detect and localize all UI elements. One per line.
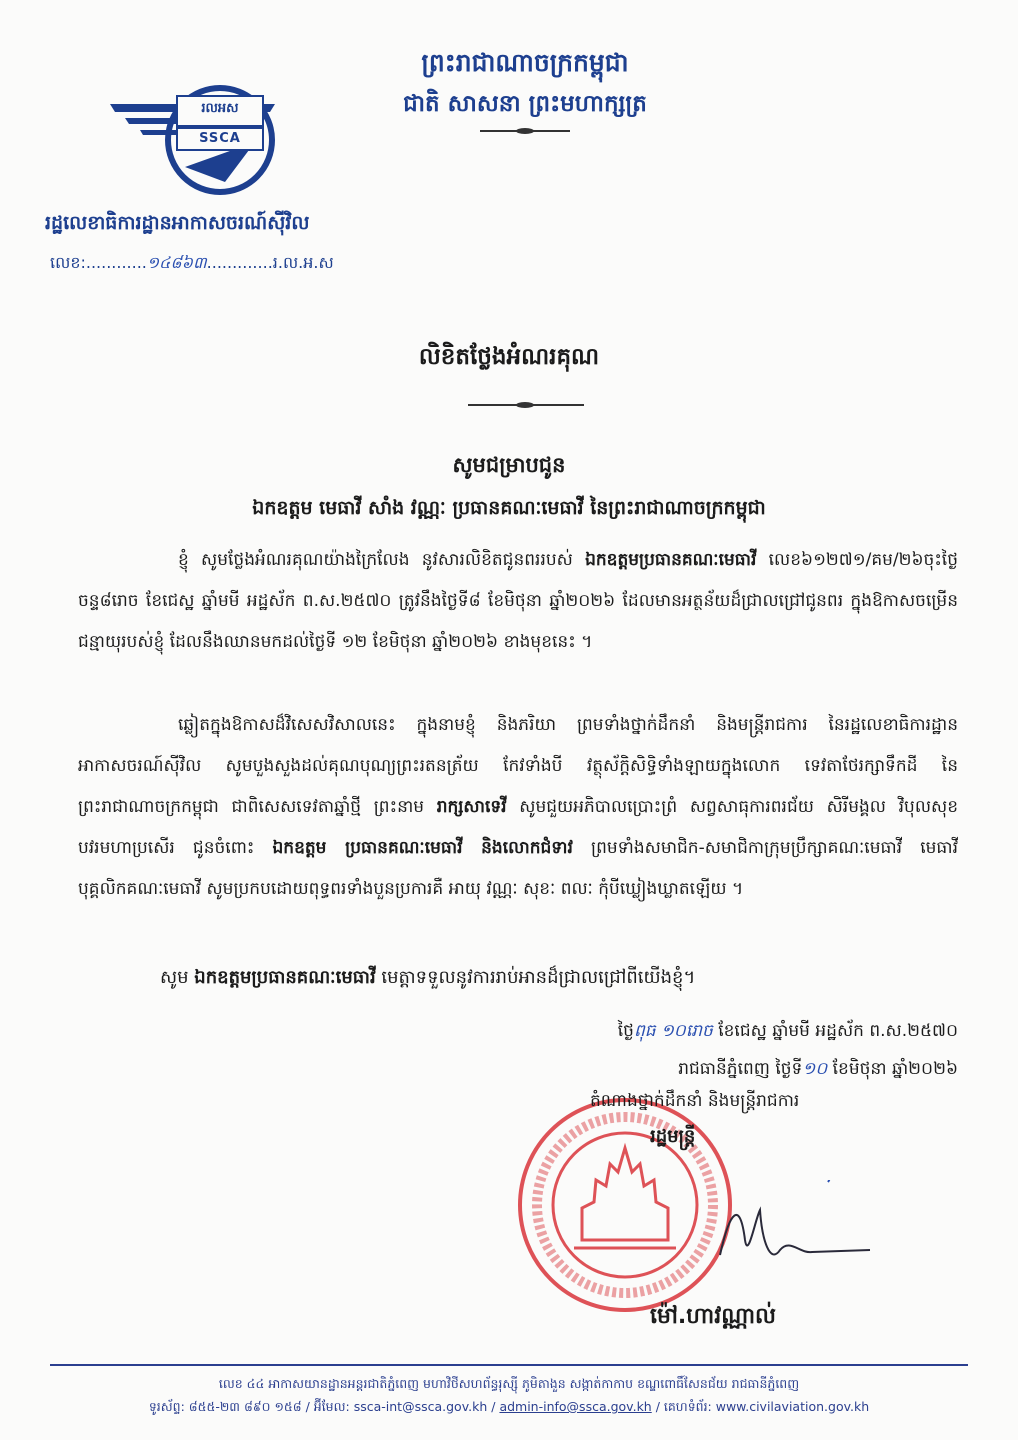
email-link-admin[interactable]: admin-info@ssca.gov.kh	[499, 1399, 652, 1414]
reference-number: លេខ:............១៤៨៦៣.............រ.ល.អ.ស	[50, 253, 334, 272]
paragraph-3: សូម ឯកឧត្តមប្រធានគណៈមេធាវី មេត្តាទទួលនូវការរាប់អានដ៏ជ្រាលជ្រៅពីយើងខ្ញុំ។	[160, 967, 696, 988]
header-ornament	[480, 130, 570, 132]
email-link-int[interactable]: ssca-int@ssca.gov.kh	[353, 1399, 488, 1414]
signatory-name: ម៉ៅ.ហាវណ្ណាល់	[650, 1304, 776, 1329]
solar-date: រាជធានីភ្នំពេញ ថ្ងៃទី១០ ខែមិថុនា ឆ្នាំ២០២៦	[678, 1059, 958, 1079]
logo-latin-text: SSCA	[199, 131, 241, 146]
on-behalf-line: តំណាងថ្នាក់ដឹកនាំ និងមន្ត្រីរាជការ	[590, 1091, 800, 1111]
salutation: សូមជម្រាបជូន	[452, 453, 566, 477]
handwritten-signature	[700, 1180, 890, 1280]
organization-name: រដ្ឋលេខាធិការដ្ឋានអាកាសចរណ៍ស៊ីវិល	[45, 212, 310, 234]
document-title: លិខិតថ្លែងអំណរគុណ	[418, 344, 600, 370]
date-block	[618, 1012, 958, 1088]
paragraph-2: ឆ្លៀតក្នុងឱកាសដ៏វិសេសវិសាលនេះ ក្នុងនាមខ្ញុំ និងភរិយា ព្រមទាំងថ្នាក់ដឹកនាំ និងមន្ត្រីរាជការ នៃរដ្ឋលេខាធិការដ្ឋានអាកាសចរណ៍ស៊ីវិល សូមបួងសួងដល់គុណបុណ្យព្រះរតនត្រ័យ កែវទាំងបី វត្ថុស័ក្តិសិទ្ធិទាំងឡាយក្នុងលោក ទេវតាថែរក្សាទឹកដី នៃព្រះរាជាណាចក្រកម្ពុជា ជាពិសេសទេវតាឆ្នាំថ្មី ព្រះនាម រាក្សសាទេវី សូមជួយអភិបាលប្រោះព្រំ សព្វសាធុការពរជ័យ សិរីមង្គល វិបុលសុខ បវរមហាប្រសើរ ជូនចំពោះ ឯកឧត្តម ប្រធានគណៈមេធាវី និងលោកជំទាវ ព្រមទាំងសមាជិក-សមាជិកាក្រុមប្រឹក្សាគណៈមេធាវី មេធាវី បុគ្គលិកគណៈមេធាវី សូមប្រកបដោយពុទ្ធពរទាំងបួនប្រការគឺ អាយុ វណ្ណៈ សុខៈ ពលៈ កុំបីឃ្លៀងឃ្លាតឡើយ ។	[78, 715, 959, 899]
lunar-date: ថ្ងៃពុធ ១០រោច ខែជេស្ឋ ឆ្នាំមមី អដ្ឋស័ក ព.ស.២៥៧០	[617, 1021, 958, 1041]
recipient: ឯកឧត្តម មេធាវី សាំង វណ្ណៈ ប្រធានគណៈមេធាវី នៃព្រះរាជាណាចក្រកម្ពុជា	[252, 497, 766, 519]
ssca-logo	[105, 82, 290, 202]
title-ornament	[468, 404, 584, 406]
website-text: / គេហទំព័រ: www.civilaviation.gov.kh	[651, 1399, 870, 1414]
footer-contact: ទូរស័ព្ទ: ៨៥៥-២៣ ៨៩០ ១៥៨ / អ៊ីមែល: ssca-int@ssca.gov.kh / admin-info@ssca.gov.kh / គេហទំព័រ: www.civilaviation.gov.kh	[148, 1399, 870, 1414]
footer-divider	[50, 1364, 968, 1366]
national-motto: ជាតិ សាសនា ព្រះមហាក្សត្រ	[403, 91, 647, 117]
signatory-role: រដ្ឋមន្ត្រី	[650, 1126, 696, 1147]
logo-khmer-text: រលអស	[201, 101, 239, 116]
kingdom-title: ព្រះរាជាណាចក្រកម្ពុជា	[421, 48, 629, 77]
paragraph-1: ខ្ញុំ សូមថ្លែងអំណរគុណយ៉ាងក្រៃលែង នូវសារលិខិតជូនពររបស់ ឯកឧត្តមប្រធានគណៈមេធាវី លេខ៦១២៧១/គម/២៦ចុះថ្ងៃចន្ទ៨រោច ខែជេស្ឋ ឆ្នាំមមី អដ្ឋស័ក ព.ស.២៥៧០ ត្រូវនឹងថ្ងៃទី៨ ខែមិថុនា ឆ្នាំ២០២៦ ដែលមានអត្ថន័យដ៏ជ្រាលជ្រៅជូនពរ ក្នុងឱកាសចម្រើនជន្មាយុរបស់ខ្ញុំ ដែលនឹងឈានមកដល់ថ្ងៃទី ១២ ខែមិថុនា ឆ្នាំ២០២៦ ខាងមុខនេះ ។	[78, 550, 958, 652]
signature-icon	[700, 1180, 890, 1280]
reference-handwritten: ១៤៨៦៣	[146, 253, 207, 272]
footer-address: លេខ ៤៤ អាកាសយានដ្ឋានអន្តរជាតិភ្នំពេញ មហាវិថីសហព័ន្ធរុស្ស៊ី ភូមិតាងួន សង្កាត់កាកាប ខណ្ឌពោធិ៍សែនជ័យ រាជធានីភ្នំពេញ	[218, 1376, 800, 1391]
